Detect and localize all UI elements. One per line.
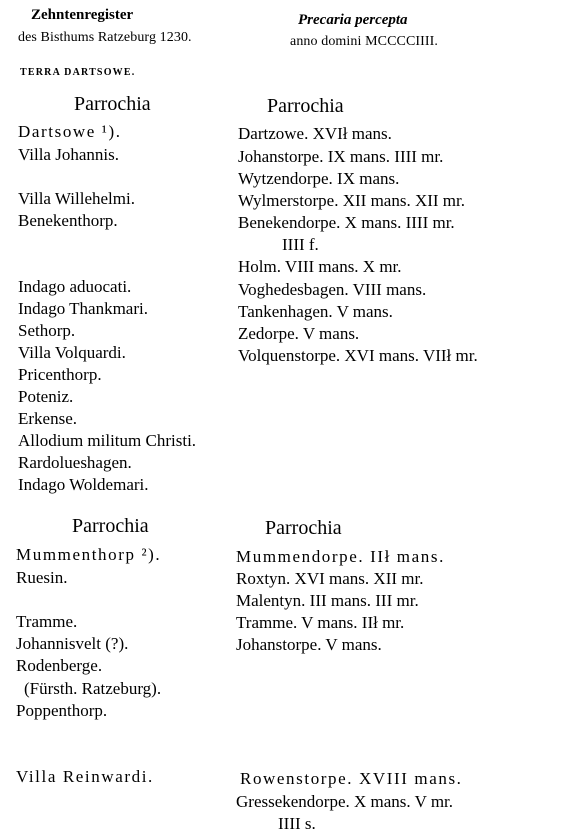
left-entry: Tramme. <box>16 612 78 631</box>
left-entry: Rodenberge. <box>16 656 103 675</box>
right-entry: Dartzowe. XVIł mans. <box>238 124 392 143</box>
right-entry: Benekendorpe. X mans. IIII mr. <box>238 213 455 232</box>
left-entry: Villa Volquardi. <box>18 343 126 362</box>
terra-heading: TERRA DARTSOWE. <box>20 67 136 78</box>
left-entry: Poppenthorp. <box>16 701 108 720</box>
right-column-title: Precaria percepta <box>298 12 408 28</box>
left-entry: Allodium militum Christi. <box>18 431 197 450</box>
left-entry: Mummenthorp ²). <box>16 545 162 564</box>
left-entry: Villa Willehelmi. <box>18 189 135 208</box>
left-entry: Poteniz. <box>18 387 74 406</box>
left-entry: Dartsowe ¹). <box>18 122 122 141</box>
left-column-subtitle: des Bisthums Ratzeburg 1230. <box>18 30 192 45</box>
right-entry: Mummendorpe. IIł mans. <box>236 547 445 566</box>
right-entry: Zedorpe. V mans. <box>238 324 360 343</box>
left-entry: Villa Johannis. <box>18 145 119 164</box>
right-entry: Tramme. V mans. IIł mr. <box>236 613 405 632</box>
left-entry: Sethorp. <box>18 321 76 340</box>
left-entry: Ruesin. <box>16 568 68 587</box>
right-entry: Wytzendorpe. IX mans. <box>238 169 400 188</box>
left-entry: Villa Reinwardi. <box>16 767 154 786</box>
right-entry: Malentyn. III mans. III mr. <box>236 591 419 610</box>
left-entry: Benekenthorp. <box>18 211 118 230</box>
right-entry: Voghedesbagen. VIII mans. <box>238 280 427 299</box>
section-1-left-heading: Parrochia <box>74 93 151 115</box>
right-entry: Johanstorpe. V mans. <box>236 635 382 654</box>
section-2-right-heading: Parrochia <box>265 517 342 539</box>
right-entry: IIII s. <box>278 814 316 833</box>
right-entry: Tankenhagen. V mans. <box>238 302 393 321</box>
right-entry: Roxtyn. XVI mans. XII mr. <box>236 569 424 588</box>
left-entry: Indago Thankmari. <box>18 299 148 318</box>
left-entry: Rardolueshagen. <box>18 453 132 472</box>
right-entry: Johanstorpe. IX mans. IIII mr. <box>238 147 444 166</box>
left-column-title: Zehntenregister <box>31 7 134 23</box>
left-entry: (Fürsth. Ratzeburg). <box>24 679 162 698</box>
left-entry: Johannisvelt (?). <box>16 634 129 653</box>
section-1-right-heading: Parrochia <box>267 95 344 117</box>
right-entry: Wylmerstorpe. XII mans. XII mr. <box>238 191 466 210</box>
right-entry: Rowenstorpe. XVIII mans. <box>240 769 463 788</box>
right-entry: Gressekendorpe. X mans. V mr. <box>236 792 454 811</box>
left-entry: Indago Woldemari. <box>18 475 149 494</box>
right-column-subtitle: anno domini MCCCCIIII. <box>290 34 439 49</box>
right-entry: Volquenstorpe. XVI mans. VIIł mr. <box>238 346 478 365</box>
right-entry: Holm. VIII mans. X mr. <box>238 257 402 276</box>
right-entry: IIII f. <box>282 235 319 254</box>
section-2-left-heading: Parrochia <box>72 515 149 537</box>
left-entry: Pricenthorp. <box>18 365 102 384</box>
left-entry: Indago aduocati. <box>18 277 132 296</box>
left-entry: Erkense. <box>18 409 78 428</box>
